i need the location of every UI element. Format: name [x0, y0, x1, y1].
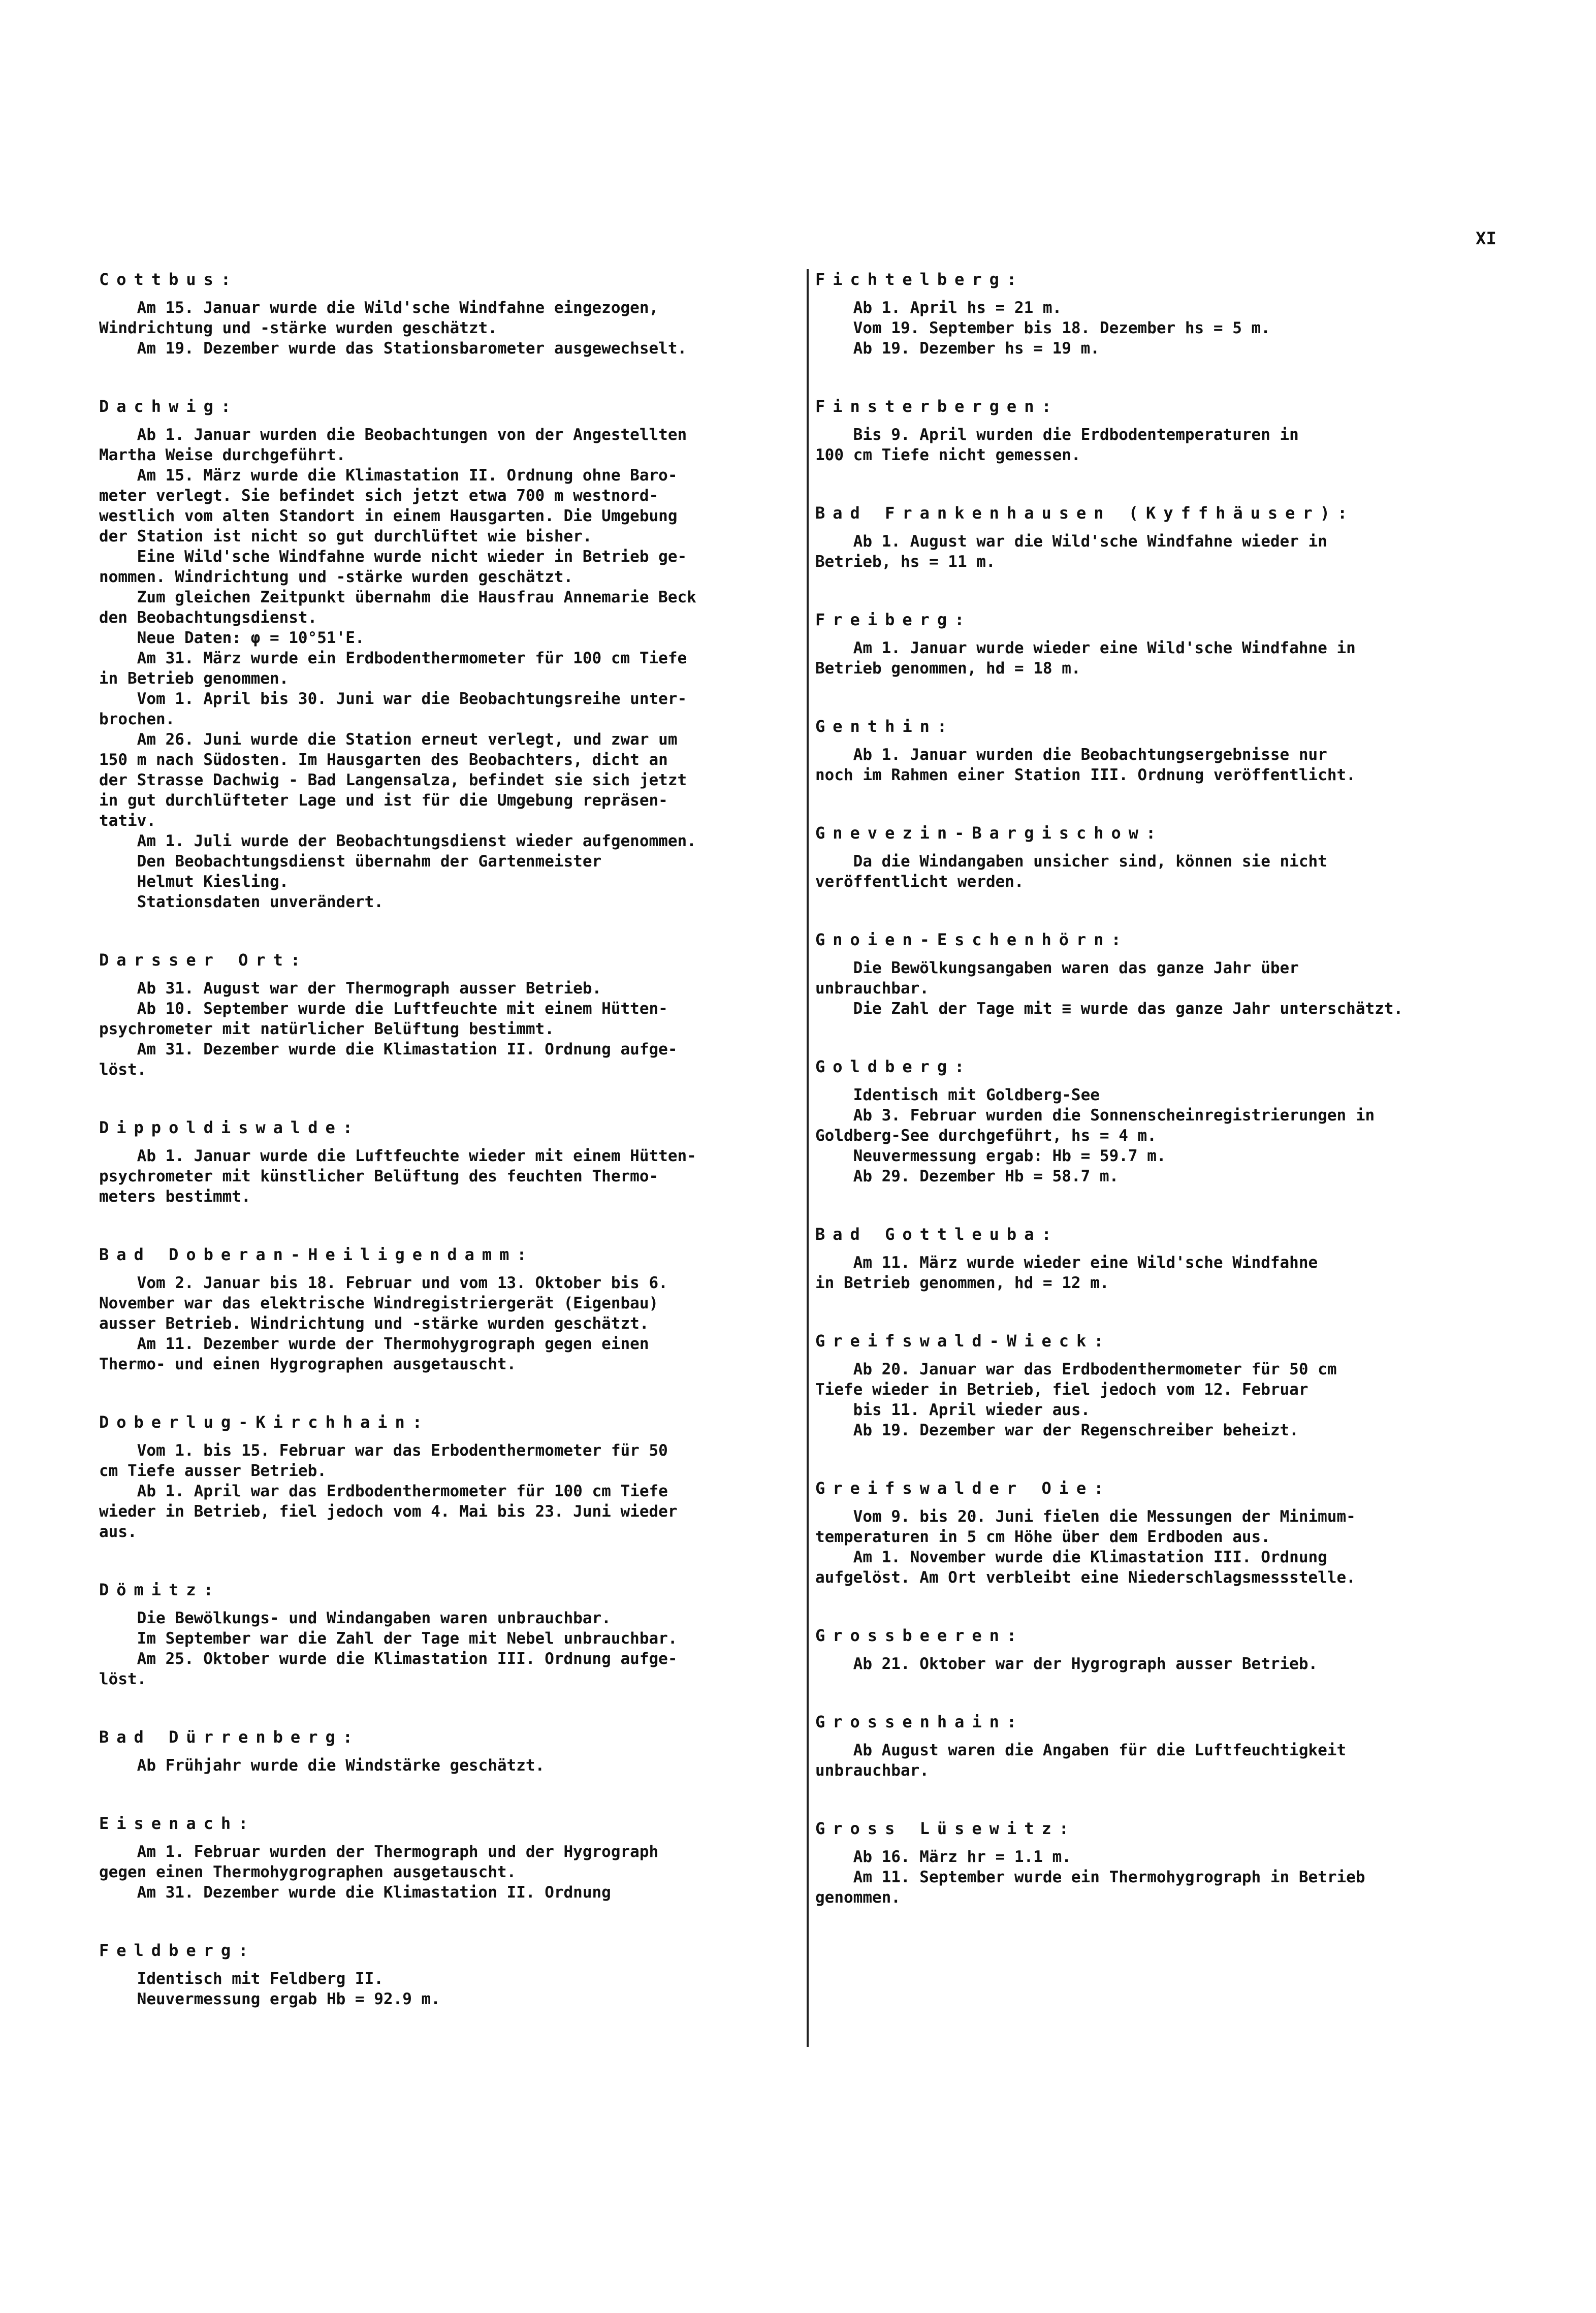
station-heading: Bad Doberan-Heiligendamm:: [99, 1245, 534, 1264]
note-line: bis 11. April wieder aus.: [815, 1401, 1091, 1419]
station-heading: Dömitz:: [99, 1580, 221, 1599]
station-section: [99, 269, 797, 359]
station-heading: Gnevezin-Bargischow:: [815, 823, 1164, 843]
page-number: XI: [1476, 229, 1496, 249]
station-heading: Fichtelberg:: [815, 270, 1025, 289]
note-line: Eine Wild'sche Windfahne wurde nicht wieder in Betrieb ge-: [99, 548, 687, 566]
note-line: Zum gleichen Zeitpunkt übernahm die Hausfrau Annemarie Beck: [99, 588, 696, 606]
note-line: Ab 1. Januar wurden die Beobachtungsergebnisse nur: [815, 746, 1327, 764]
station-heading: Greifswalder Oie:: [815, 1479, 1111, 1498]
note-line: aufgelöst. Am Ort verbleibt eine Niederschlagsmessstelle.: [815, 1568, 1356, 1587]
note-line: in Betrieb genommen, hd = 12 m.: [815, 1274, 1109, 1292]
note-line: Ab 31. August war der Thermograph ausser Betrieb.: [99, 979, 602, 998]
station-section: [815, 503, 1526, 572]
note-line: der Strasse Dachwig - Bad Langensalza, befindet sie sich jetzt: [99, 771, 687, 789]
note-line: Ab Frühjahr wurde die Windstärke geschätzt.: [99, 1756, 545, 1775]
note-line: Am 11. März wurde wieder eine Wild'sche Windfahne: [815, 1254, 1318, 1272]
note-line: Goldberg-See durchgeführt, hs = 4 m.: [815, 1127, 1157, 1145]
note-line: Am 11. September wurde ein Thermohygrograph in Betrieb: [815, 1868, 1365, 1886]
note-line: ausser Betrieb. Windrichtung und -stärke wurden geschätzt.: [99, 1314, 649, 1333]
note-line: meters bestimmt.: [99, 1187, 251, 1206]
note-line: nommen. Windrichtung und -stärke wurden geschätzt.: [99, 568, 573, 586]
station-heading: Gnoien-Eschenhörn:: [815, 930, 1129, 949]
station-heading: Dippoldiswalde:: [99, 1118, 360, 1137]
note-line: den Beobachtungsdienst.: [99, 608, 317, 627]
note-line: Am 1. November wurde die Klimastation III. Ordnung: [815, 1548, 1327, 1566]
station-section: [815, 1056, 1526, 1186]
note-line: Am 15. März wurde die Klimastation II. Ordnung ohne Baro-: [99, 466, 678, 485]
note-line: Ab 21. Oktober war der Hygrograph ausser Betrieb.: [815, 1655, 1318, 1673]
note-line: Vom 1. bis 15. Februar war das Erbodenthermometer für 50: [99, 1441, 668, 1460]
note-line: Ab 16. März hr = 1.1 m.: [815, 1848, 1071, 1866]
note-line: westlich vom alten Standort in einem Hausgarten. Die Umgebung: [99, 507, 678, 525]
note-line: noch im Rahmen einer Station III. Ordnung veröffentlicht.: [815, 766, 1356, 784]
note-line: Ab 3. Februar wurden die Sonnenscheinregistrierungen in: [815, 1106, 1375, 1125]
right-column: [815, 269, 1526, 1945]
station-heading: Goldberg:: [815, 1057, 972, 1076]
note-line: psychrometer mit natürlicher Belüftung bestimmt.: [99, 1020, 554, 1038]
station-heading: Eisenach:: [99, 1814, 256, 1833]
note-line: Den Beobachtungsdienst übernahm der Gartenmeister: [99, 852, 602, 871]
station-heading: Gross Lüsewitz:: [815, 1819, 1076, 1838]
station-heading: Bad Gottleuba:: [815, 1225, 1059, 1244]
note-line: November war das elektrische Windregistriergerät (Eigenbau): [99, 1294, 659, 1312]
note-line: Am 26. Juni wurde die Station erneut verlegt, und zwar um: [99, 730, 678, 749]
station-section: [815, 1712, 1526, 1781]
note-line: wieder in Betrieb, fiel jedoch vom 4. Mai bis 23. Juni wieder: [99, 1502, 678, 1521]
note-line: Vom 9. bis 20. Juni fielen die Messungen der Minimum-: [815, 1507, 1356, 1526]
note-line: cm Tiefe ausser Betrieb.: [99, 1462, 327, 1480]
note-line: Helmut Kiesling.: [99, 873, 289, 891]
station-section: [815, 396, 1526, 465]
station-heading: Bad Dürrenberg:: [99, 1727, 360, 1747]
note-line: aus.: [99, 1523, 137, 1541]
station-section: [99, 1244, 797, 1374]
note-line: Ab 1. Januar wurde die Luftfeuchte wieder mit einem Hütten-: [99, 1147, 696, 1165]
station-section: [815, 1625, 1526, 1674]
note-line: löst.: [99, 1061, 147, 1079]
note-line: Die Bewölkungsangaben waren das ganze Jahr über: [815, 959, 1299, 977]
station-heading: Darsser Ort:: [99, 950, 308, 970]
note-line: Martha Weise durchgeführt.: [99, 446, 346, 464]
station-section: [99, 396, 797, 912]
station-section: [815, 716, 1526, 785]
note-line: Ab 1. August war die Wild'sche Windfahne wieder in: [815, 532, 1327, 551]
note-line: psychrometer mit künstlicher Belüftung des feuchten Thermo-: [99, 1167, 659, 1185]
station-heading: Grossbeeren:: [815, 1626, 1025, 1645]
note-line: Ab 1. April hs = 21 m.: [815, 299, 1062, 317]
note-line: Vom 1. April bis 30. Juni war die Beobachtungsreihe unter-: [99, 690, 687, 708]
station-section: [815, 1331, 1526, 1440]
note-line: Am 1. Januar wurde wieder eine Wild'sche Windfahne in: [815, 639, 1356, 657]
note-line: Windrichtung und -stärke wurden geschätzt.: [99, 319, 497, 337]
note-line: der Station ist nicht so gut durchlüftet wie bisher.: [99, 527, 592, 545]
note-line: Im September war die Zahl der Tage mit Nebel unbrauchbar.: [99, 1629, 678, 1648]
column-divider: [807, 269, 809, 2047]
note-line: Neuvermessung ergab Hb = 92.9 m.: [99, 1990, 440, 2008]
note-line: Ab 29. Dezember Hb = 58.7 m.: [815, 1167, 1119, 1185]
station-section: [99, 1813, 797, 1903]
note-line: meter verlegt. Sie befindet sich jetzt etwa 700 m westnord-: [99, 487, 659, 505]
note-line: Ab 10. September wurde die Luftfeuchte mit einem Hütten-: [99, 1000, 668, 1018]
station-heading: Freiberg:: [815, 610, 972, 629]
station-section: [815, 1478, 1526, 1588]
note-line: Am 15. Januar wurde die Wild'sche Windfahne eingezogen,: [99, 299, 659, 317]
note-line: unbrauchbar.: [815, 979, 929, 998]
note-line: Thermo- und einen Hygrographen ausgetauscht.: [99, 1355, 517, 1373]
note-line: Neuvermessung ergab: Hb = 59.7 m.: [815, 1147, 1166, 1165]
note-line: Vom 2. Januar bis 18. Februar und vom 13. Oktober bis 6.: [99, 1274, 668, 1292]
station-section: [815, 269, 1526, 359]
note-line: Am 1. Juli wurde der Beobachtungsdienst wieder aufgenommen.: [99, 832, 696, 850]
station-heading: Genthin:: [815, 717, 955, 736]
note-line: Die Bewölkungs- und Windangaben waren unbrauchbar.: [99, 1609, 611, 1627]
left-column: [99, 269, 797, 2047]
note-line: löst.: [99, 1670, 147, 1688]
station-section: [99, 1727, 797, 1776]
station-section: [815, 609, 1526, 679]
note-line: Identisch mit Goldberg-See: [815, 1086, 1100, 1104]
station-heading: Cottbus:: [99, 270, 239, 289]
note-line: Stationsdaten unverändert.: [99, 893, 384, 911]
station-heading: Dachwig:: [99, 397, 239, 416]
note-line: 150 m nach Südosten. Im Hausgarten des Beobachters, dicht an: [99, 751, 668, 769]
note-line: 100 cm Tiefe nicht gemessen.: [815, 446, 1081, 464]
station-heading: Finsterbergen:: [815, 397, 1059, 416]
note-line: veröffentlicht werden.: [815, 873, 1024, 891]
note-line: Ab August waren die Angaben für die Luftfeuchtigkeit: [815, 1741, 1347, 1759]
note-line: Ab 19. Dezember hs = 19 m.: [815, 339, 1100, 358]
note-line: Da die Windangaben unsicher sind, können sie nicht: [815, 852, 1327, 871]
station-section: [99, 1117, 797, 1207]
note-line: Ab 19. Dezember war der Regenschreiber beheizt.: [815, 1421, 1299, 1439]
note-line: tativ.: [99, 812, 156, 830]
note-line: temperaturen in 5 cm Höhe über dem Erdboden aus.: [815, 1528, 1270, 1546]
note-line: Am 31. Dezember wurde die Klimastation II. Ordnung aufge-: [99, 1040, 678, 1058]
note-line: Vom 19. September bis 18. Dezember hs = 5 m.: [815, 319, 1270, 337]
station-section: [99, 1940, 797, 2009]
station-section: [815, 1818, 1526, 1908]
note-line: Ab 1. April war das Erdbodenthermometer für 100 cm Tiefe: [99, 1482, 668, 1500]
note-line: in gut durchlüfteter Lage und ist für die Umgebung repräsen-: [99, 791, 668, 810]
station-heading: Grossenhain:: [815, 1712, 1025, 1731]
note-line: Am 11. Dezember wurde der Thermohygrograph gegen einen: [99, 1335, 649, 1353]
station-section: [99, 1580, 797, 1689]
note-line: Betrieb, hs = 11 m.: [815, 553, 996, 571]
note-line: unbrauchbar.: [815, 1761, 929, 1780]
note-line: Tiefe wieder in Betrieb, fiel jedoch vom 12. Februar: [815, 1380, 1308, 1399]
note-line: Am 19. Dezember wurde das Stationsbarometer ausgewechselt.: [99, 339, 687, 358]
note-line: Am 25. Oktober wurde die Klimastation III. Ordnung aufge-: [99, 1650, 678, 1668]
note-line: Die Zahl der Tage mit ≡ wurde das ganze Jahr unterschätzt.: [815, 1000, 1403, 1018]
station-heading: Feldberg:: [99, 1941, 256, 1960]
note-line: in Betrieb genommen.: [99, 669, 289, 688]
note-line: brochen.: [99, 710, 175, 728]
note-line: Bis 9. April wurden die Erdbodentemperaturen in: [815, 426, 1299, 444]
note-line: Ab 1. Januar wurden die Beobachtungen von der Angestellten: [99, 426, 687, 444]
station-section: [815, 929, 1526, 1019]
note-line: Neue Daten: φ = 10°51'E.: [99, 629, 365, 647]
note-line: genommen.: [815, 1888, 901, 1907]
station-section: [99, 950, 797, 1080]
note-line: Am 1. Februar wurden der Thermograph und der Hygrograph: [99, 1843, 659, 1861]
station-section: [815, 823, 1526, 892]
station-section: [99, 1412, 797, 1542]
station-heading: Bad Frankenhausen (Kyffhäuser):: [815, 503, 1355, 523]
note-line: Am 31. März wurde ein Erdbodenthermometer für 100 cm Tiefe: [99, 649, 687, 667]
note-line: Am 31. Dezember wurde die Klimastation II. Ordnung: [99, 1883, 611, 1902]
note-line: gegen einen Thermohygrographen ausgetauscht.: [99, 1863, 517, 1881]
note-line: Ab 20. Januar war das Erdbodenthermometer für 50 cm: [815, 1360, 1337, 1378]
note-line: Betrieb genommen, hd = 18 m.: [815, 659, 1081, 678]
station-heading: Doberlug-Kirchhain:: [99, 1412, 430, 1432]
station-section: [815, 1224, 1526, 1293]
station-heading: Greifswald-Wieck:: [815, 1331, 1111, 1351]
note-line: Identisch mit Feldberg II.: [99, 1970, 384, 1988]
